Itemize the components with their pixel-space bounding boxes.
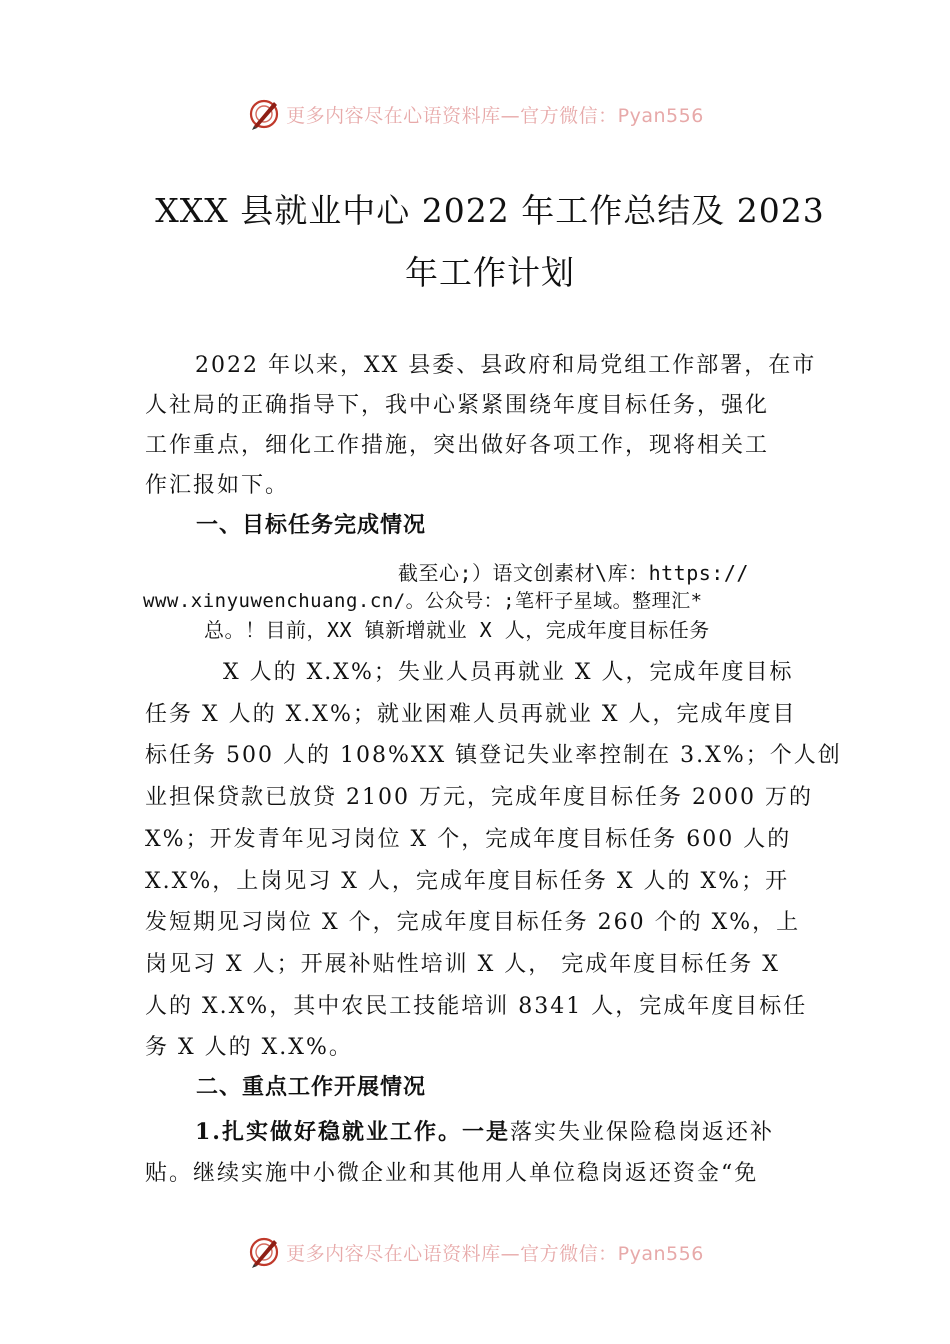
body-line: X%；开发青年见习岗位 X 个，完成年度目标任务 600 人的 [145,826,792,852]
section-heading-2: 二、重点工作开展情况 [196,1075,427,1100]
item-1-marker: 一是 [461,1119,510,1145]
item-1-paragraph [145,1112,813,1194]
body-line: 任务 X 人的 X.X%；就业困难人员再就业 X 人，完成年度目 [145,701,797,727]
document-title [110,180,870,304]
body-line: X.X%，上岗见习 X 人，完成年度目标任务 X 人的 X%；开 [145,868,790,894]
body-line: 标任务 500 人的 108%XX 镇登记失业率控制在 3.X%；个人创 [145,743,842,769]
intro-line: 人社局的正确指导下，我中心紧紧围绕年度目标任务，强化 [145,393,770,418]
title-line-1: XXX 县就业中心 2022 年工作总结及 2023 [155,191,825,230]
item-1-text: 落实失业保险稳岗返还补 [509,1120,774,1145]
intro-line: 作汇报如下。 [145,473,290,498]
inserted-text-line: 总。！目前，XX 镇新增就业 X 人，完成年度目标任务 [204,618,710,642]
inserted-text-line: 截至心;）语文创素材\库：https:// [398,561,749,585]
pen-logo-icon [246,1234,282,1270]
title-line-2: 年工作计划 [405,253,575,292]
intro-paragraph [145,346,817,506]
body-line: X 人的 X.X%；失业人员再就业 X 人，完成年度目标 [223,660,794,685]
body-line: 发短期见习岗位 X 个，完成年度目标任务 260 个的 X%，上 [145,910,801,936]
pen-logo-icon [246,96,282,132]
intro-line: 工作重点，细化工作措施，突出做好各项工作，现将相关工 [145,433,770,458]
body-paragraph [145,652,842,1069]
section-heading-1: 一、目标任务完成情况 [196,513,427,538]
item-1-line: 贴。继续实施中小微企业和其他用人单位稳岗返还资金“免 [145,1161,759,1186]
body-line: 岗见习 X 人；开展补贴性培训 X 人， 完成年度目标任务 X [145,951,780,977]
body-line: 人的 X.X%，其中农民工技能培训 8341 人，完成年度目标任 [145,993,808,1019]
banner-text: 更多内容尽在心语资料库—官方微信：Pyan556 [286,104,704,127]
inserted-text-line: www.xinyuwenchuang.cn/。公众号：;笔杆子星域。整理汇* [143,590,703,612]
body-line: 务 X 人的 X.X%。 [145,1035,353,1061]
header-banner [0,94,950,134]
intro-line: 2022 年以来，XX 县委、县政府和局党组工作部署，在市 [195,353,817,378]
body-line: 业担保贷款已放贷 2100 万元，完成年度目标任务 2000 万的 [145,785,813,811]
banner-text: 更多内容尽在心语资料库—官方微信：Pyan556 [286,1242,704,1265]
footer-banner [0,1232,950,1272]
item-1-title: 1.扎实做好稳就业工作。 [195,1119,462,1145]
item-1-line [145,1112,813,1153]
